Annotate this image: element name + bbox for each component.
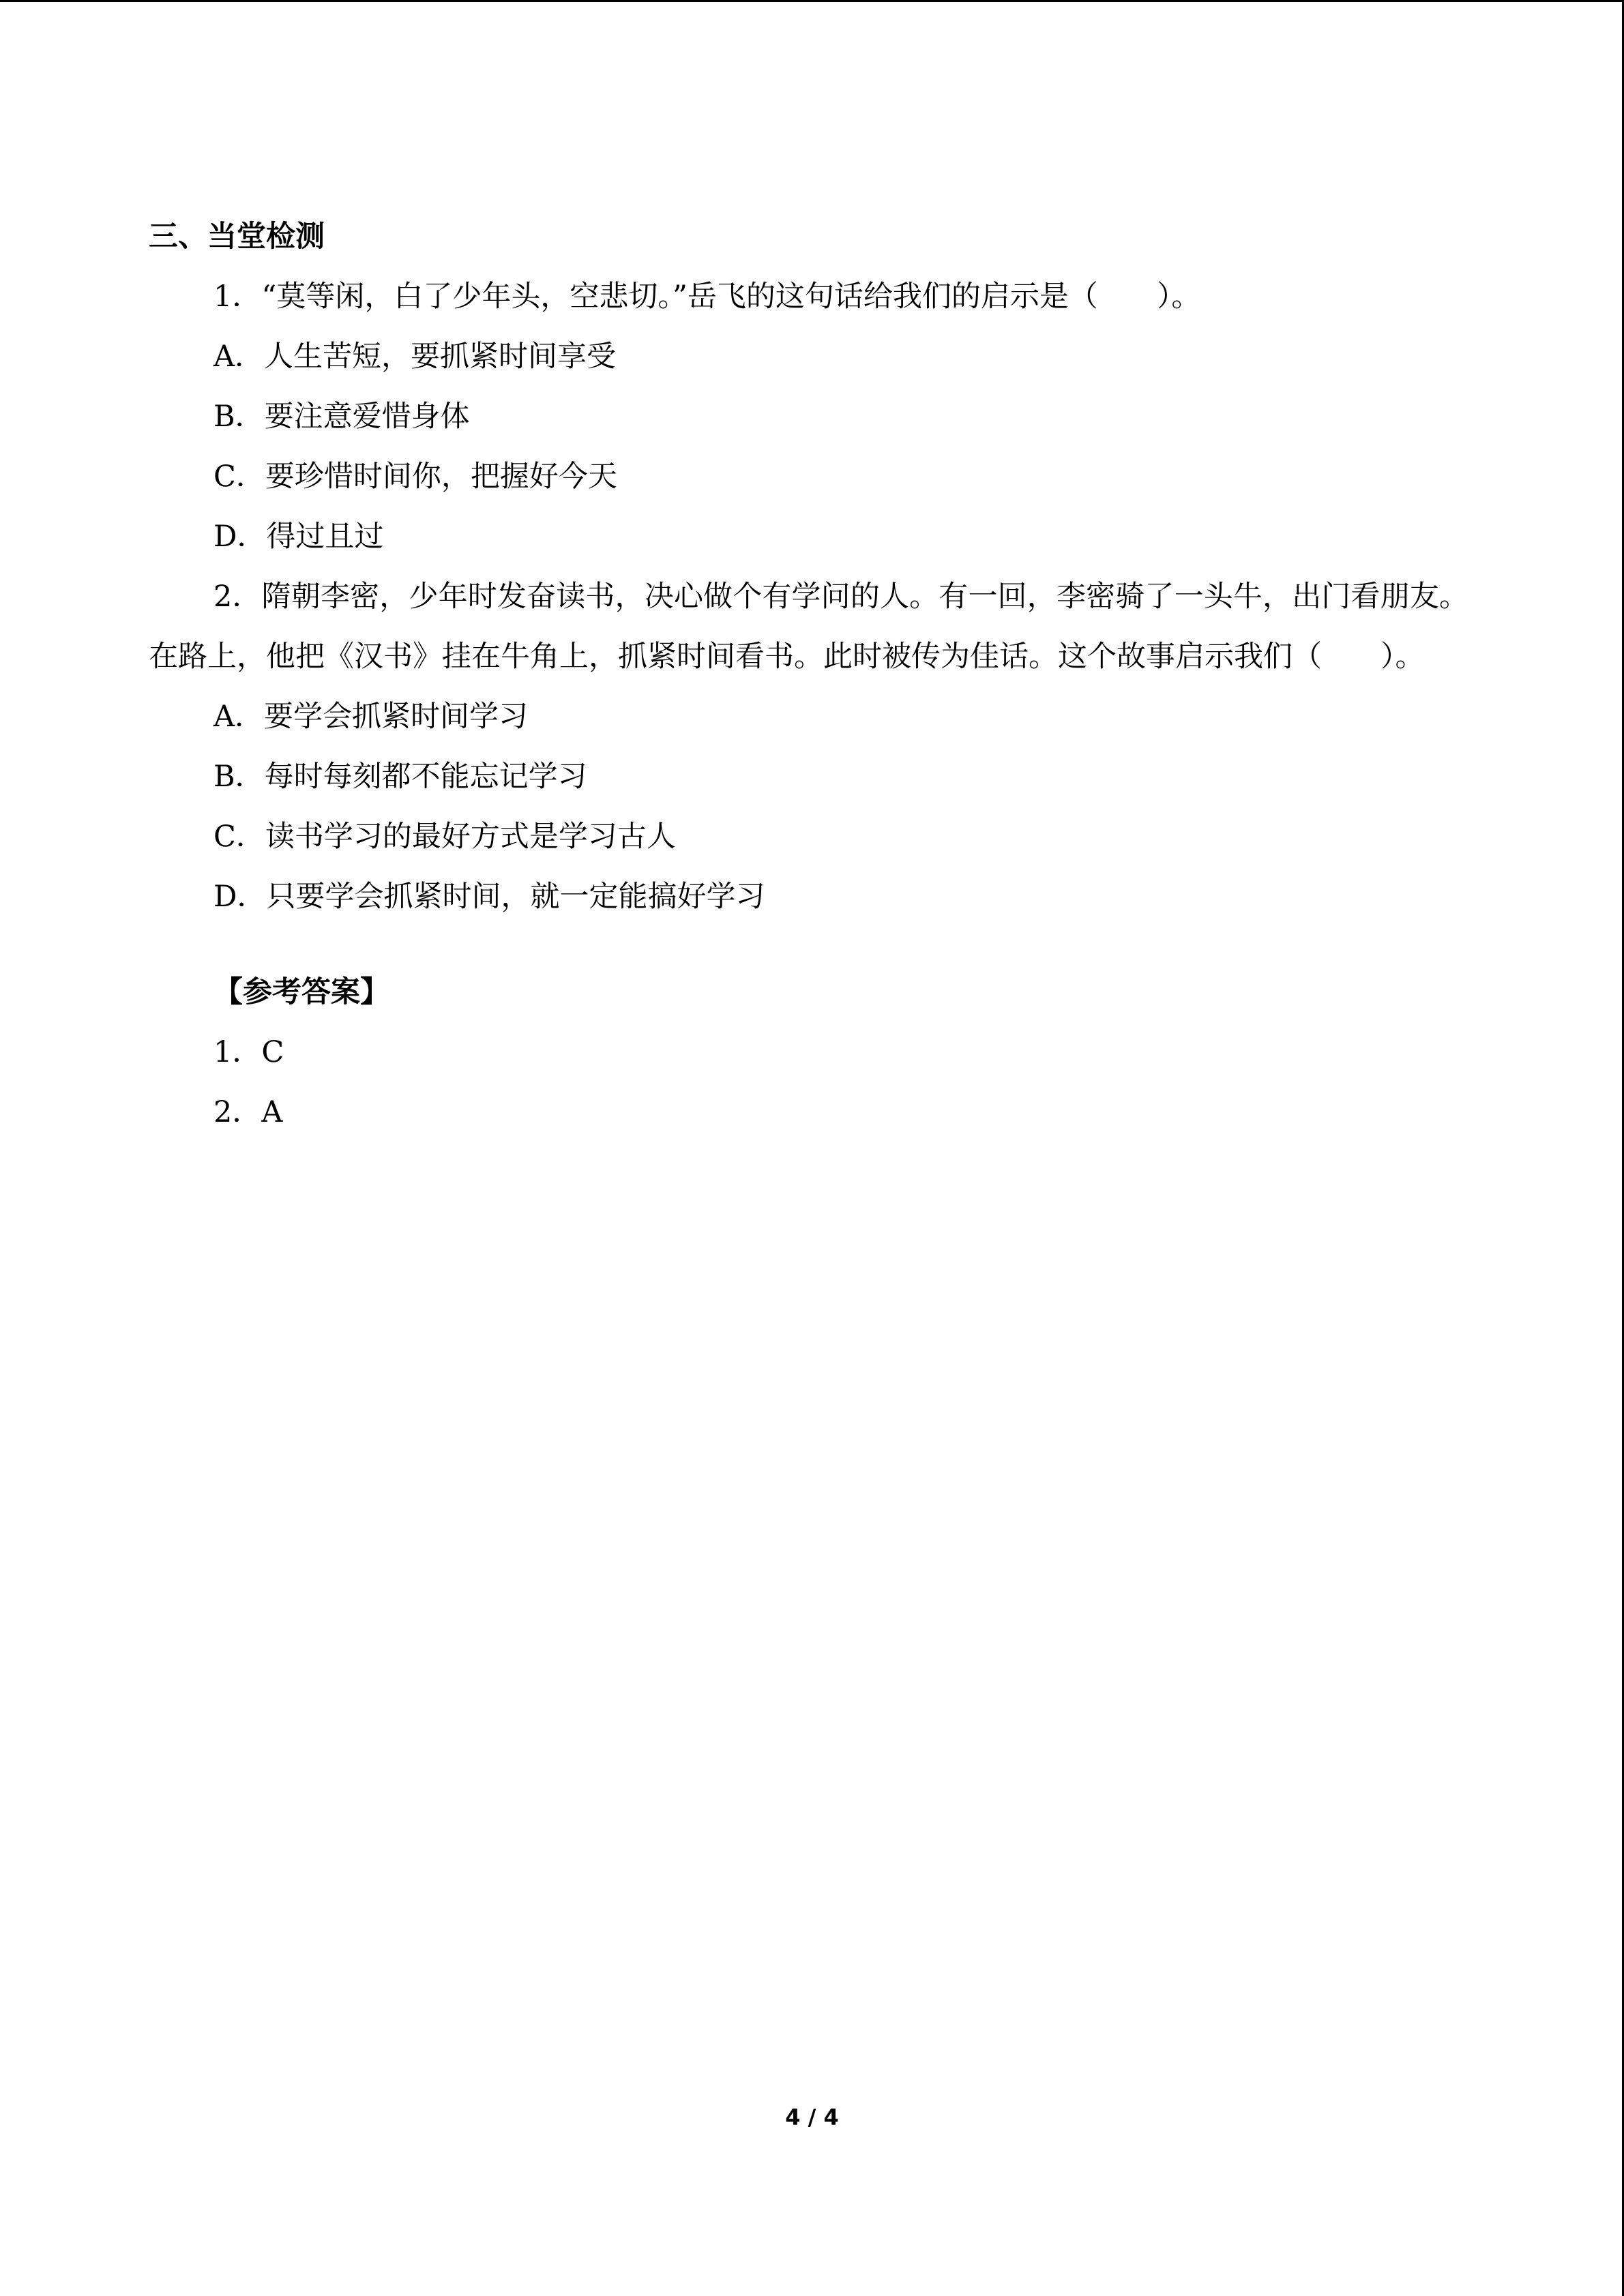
question-1-stem: 1．“莫等闲，白了少年头，空悲切。”岳飞的这句话给我们的启示是（ ）。	[213, 280, 1201, 314]
page-content	[149, 207, 1479, 1142]
question-2-option-c: C．读书学习的最好方式是学习古人	[213, 820, 676, 854]
answer-key-title: 【参考答案】	[213, 975, 389, 1009]
section-spacer	[149, 927, 1479, 962]
answer-1: 1．C	[213, 1035, 284, 1069]
question-2-option-d: D．只要学会抓紧时间，就一定能搞好学习	[213, 880, 765, 914]
question-2-option-b: B．每时每刻都不能忘记学习	[213, 760, 587, 794]
answer-2: 2．A	[213, 1095, 283, 1129]
page-number: 4 / 4	[785, 2104, 839, 2130]
section-heading: 三、当堂检测	[149, 220, 325, 254]
question-1-option-b: B．要注意爱惜身体	[213, 400, 470, 434]
question-1-option-a: A．人生苦短，要抓紧时间享受	[213, 340, 617, 374]
question-1-option-c: C．要珍惜时间你，把握好今天	[213, 460, 617, 494]
question-1-option-d: D．得过且过	[213, 520, 384, 554]
question-2-stem: 2．隋朝李密，少年时发奋读书，决心做个有学问的人。有一回，李密骑了一头牛，出门看朋友。在路上，他把《汉书》挂在牛角上，抓紧时间看书。此时被传为佳话。这个故事启示我们（ ）。	[149, 580, 1468, 674]
question-2-option-a: A．要学会抓紧时间学习	[213, 700, 529, 734]
